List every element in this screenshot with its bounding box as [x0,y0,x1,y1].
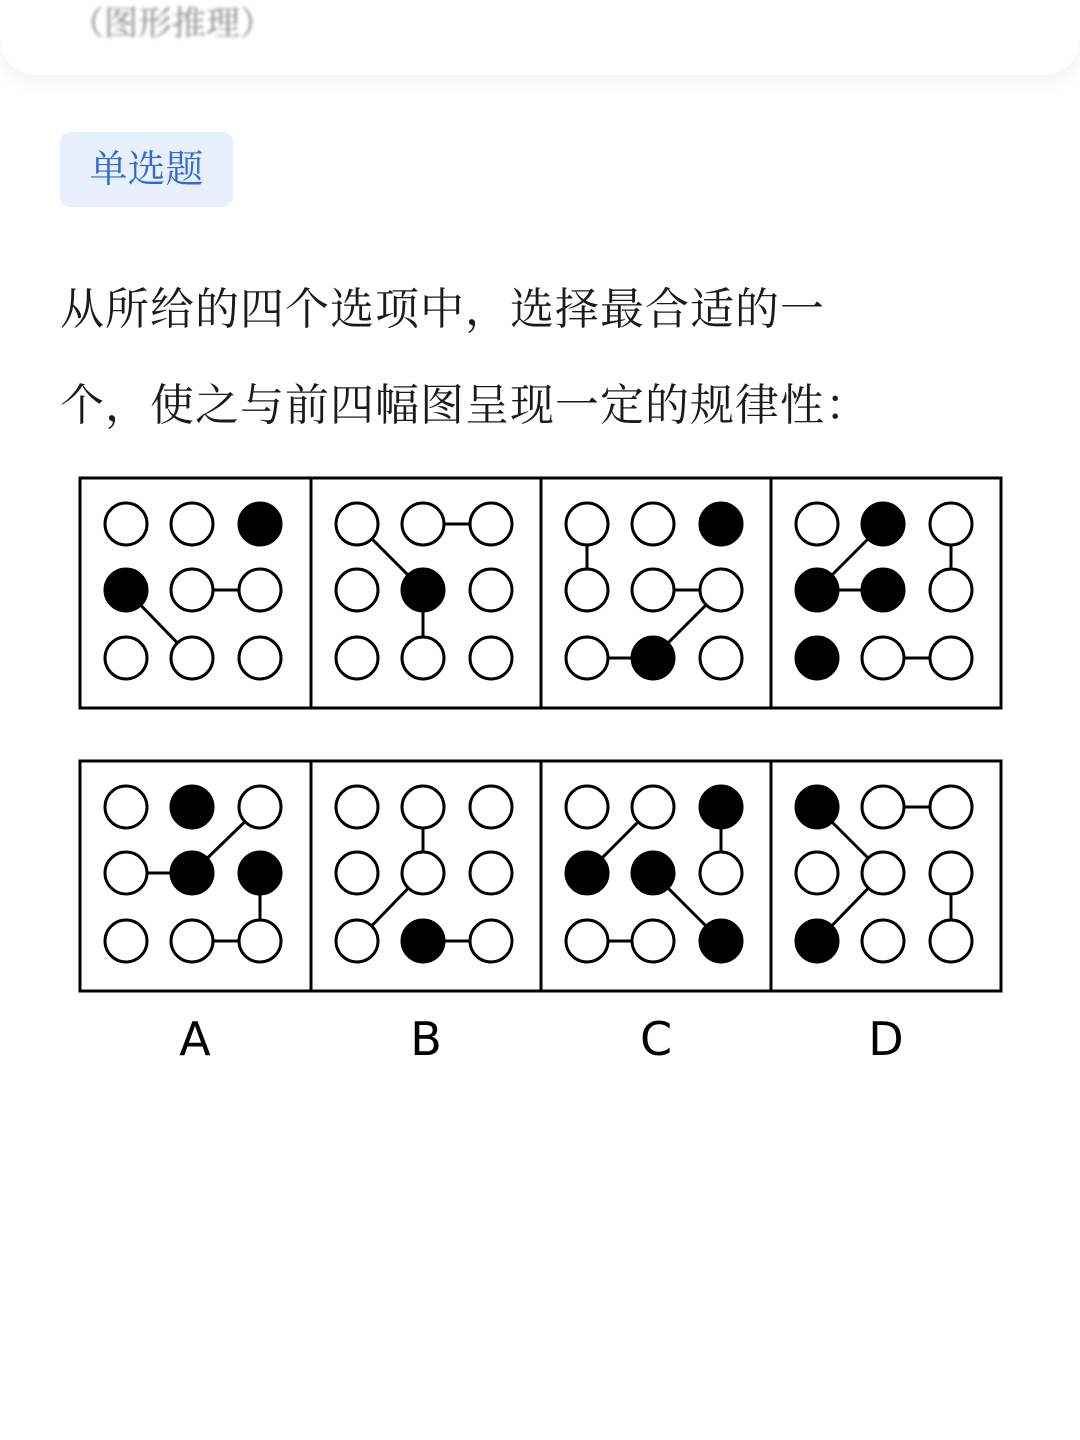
question-panel-1-empty-dot-7 [105,637,147,679]
previous-card-text: （图形推理） [70,4,274,44]
question-panel-1-empty-dot-6 [239,569,281,611]
option-a-panel-empty-dot-8 [171,920,213,962]
option-b-panel-empty-dot-2 [402,786,444,828]
question-panel-2-empty-dot-1 [336,503,378,545]
option-a-panel-empty-dot-4 [105,852,147,894]
question-panel-4-filled-dot-5 [862,569,904,611]
option-d-panel-empty-dot-6 [930,852,972,894]
option-c-panel-filled-dot-5 [632,852,674,894]
option-c-panel-empty-dot-7 [566,920,608,962]
option-d-panel-empty-dot-5 [862,852,904,894]
question-text-line-1: 从所给的四个选项中，选择最合适的一 [60,284,825,335]
option-c-panel-empty-dot-6 [700,852,742,894]
question-panel-2-empty-dot-3 [470,503,512,545]
question-panel-4-filled-dot-7 [796,637,838,679]
question-panel-3-empty-dot-1 [566,503,608,545]
option-label-b: B [410,1012,442,1066]
option-c-panel-filled-dot-9 [700,920,742,962]
question-panel-2-empty-dot-8 [402,637,444,679]
option-a-panel-filled-dot-6 [239,852,281,894]
question-panel-3-empty-dot-2 [632,503,674,545]
question-panel-3-filled-dot-3 [700,503,742,545]
question-panel-3-empty-dot-4 [566,569,608,611]
option-a-panel-empty-dot-7 [105,920,147,962]
option-a-panel-empty-dot-3 [239,786,281,828]
option-a-panel-empty-dot-9 [239,920,281,962]
question-panel-1-empty-dot-5 [171,569,213,611]
option-d-panel-empty-dot-2 [862,786,904,828]
option-label-d: D [868,1012,904,1066]
question-type-tag: 单选题 [60,132,233,207]
question-panel-4-filled-dot-2 [862,503,904,545]
option-b-panel-filled-dot-8 [402,920,444,962]
option-b-panel-empty-dot-1 [336,786,378,828]
question-panel-2-empty-dot-4 [336,569,378,611]
option-d-panel-filled-dot-7 [796,920,838,962]
option-b-panel-empty-dot-7 [336,920,378,962]
option-c-panel-filled-dot-3 [700,786,742,828]
question-panel-2-empty-dot-6 [470,569,512,611]
option-b-panel-empty-dot-9 [470,920,512,962]
option-a-panel-filled-dot-2 [171,786,213,828]
question-panel-2-empty-dot-2 [402,503,444,545]
question-panel-1-empty-dot-1 [105,503,147,545]
question-panel-2-empty-dot-7 [336,637,378,679]
question-panel-4-empty-dot-1 [796,503,838,545]
option-d-panel-filled-dot-1 [796,786,838,828]
question-panel-3-empty-dot-7 [566,637,608,679]
question-panel-4-empty-dot-9 [930,637,972,679]
option-a-panel-empty-dot-1 [105,786,147,828]
question-panel-1-empty-dot-2 [171,503,213,545]
option-label-c: C [639,1012,673,1066]
question-panel-1-filled-dot-3 [239,503,281,545]
option-c-panel-empty-dot-1 [566,786,608,828]
option-a-panel-filled-dot-5 [171,852,213,894]
option-d-panel-empty-dot-3 [930,786,972,828]
question-panel-1-empty-dot-8 [171,637,213,679]
option-b-panel-empty-dot-3 [470,786,512,828]
option-d-panel-empty-dot-9 [930,920,972,962]
option-c-panel-filled-dot-4 [566,852,608,894]
option-b-panel-empty-dot-4 [336,852,378,894]
question-text-line-2: 个，使之与前四幅图呈现一定的规律性： [60,380,870,431]
question-panel-3-filled-dot-8 [632,637,674,679]
question-panel-3-empty-dot-6 [700,569,742,611]
option-label-a: A [179,1012,211,1066]
question-panel-4-empty-dot-3 [930,503,972,545]
option-c-panel-empty-dot-8 [632,920,674,962]
option-d-panel-empty-dot-4 [796,852,838,894]
option-c-panel-empty-dot-2 [632,786,674,828]
question-panel-4-empty-dot-8 [862,637,904,679]
question-panel-2-filled-dot-5 [402,569,444,611]
question-panel-1-empty-dot-9 [239,637,281,679]
option-d-panel-empty-dot-8 [862,920,904,962]
question-panel-2-empty-dot-9 [470,637,512,679]
question-panel-3-empty-dot-9 [700,637,742,679]
question-panel-1-filled-dot-4 [105,569,147,611]
question-panel-4-empty-dot-6 [930,569,972,611]
option-b-panel-empty-dot-6 [470,852,512,894]
question-panel-3-empty-dot-5 [632,569,674,611]
question-panel-4-filled-dot-4 [796,569,838,611]
option-b-panel-empty-dot-5 [402,852,444,894]
